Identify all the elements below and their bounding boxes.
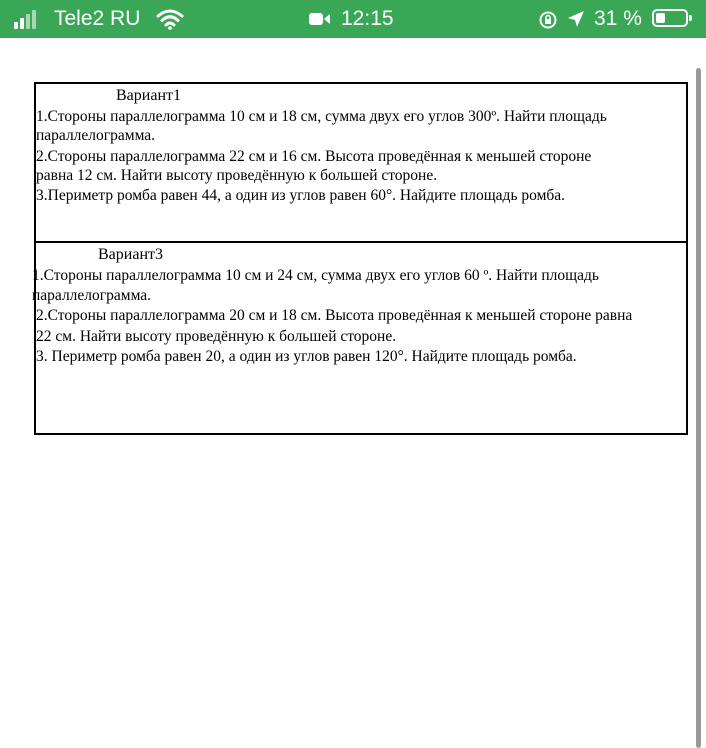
cellular-signal-icon xyxy=(14,9,40,29)
scrollbar[interactable] xyxy=(696,68,701,748)
battery-percent: 31 % xyxy=(594,7,642,30)
variant-title: Вариант1 xyxy=(116,87,181,104)
variant-cell xyxy=(32,243,686,433)
task-line: 3. Периметр ромба равен 20, а один из углов равен 120°. Найдите площадь ромба. xyxy=(36,348,577,365)
task-line: 2.Стороны параллелограмма 20 см и 18 см. Высота проведённая к меньшей стороне равна xyxy=(36,307,633,324)
wifi-icon xyxy=(156,8,184,30)
status-bar xyxy=(0,0,706,38)
task-line: 22 см. Найти высоту проведённую к большей стороне. xyxy=(36,328,397,345)
task-line: 2.Стороны параллелограмма 22 см и 16 см. Высота проведённая к меньшей стороне xyxy=(36,148,592,165)
task-line: 1.Стороны параллелограмма 10 см и 18 см, сумма двух его углов 300º. Найти площадь xyxy=(36,108,607,125)
task-line: параллелограмма. xyxy=(32,287,152,304)
rotation-lock-icon xyxy=(538,10,558,30)
battery-level-fill xyxy=(656,13,665,23)
variant-cell xyxy=(36,84,686,243)
clock: 12:15 xyxy=(341,7,394,30)
carrier-name: Tele2 RU xyxy=(54,7,141,30)
assignment-table xyxy=(34,82,688,435)
variant-title: Вариант3 xyxy=(98,246,163,263)
task-line: 1.Стороны параллелограмма 10 см и 24 см, сумма двух его углов 60 º. Найти площадь xyxy=(32,267,599,284)
location-arrow-icon xyxy=(567,10,585,28)
battery-icon xyxy=(652,9,688,27)
task-line: равна 12 см. Найти высоту проведённую к большей стороне. xyxy=(36,167,438,184)
video-camera-icon xyxy=(309,11,331,27)
task-line: 3.Периметр ромба равен 44, а один из углов равен 60°. Найдите площадь ромба. xyxy=(36,187,566,204)
task-line: параллелограмма. xyxy=(36,127,156,144)
